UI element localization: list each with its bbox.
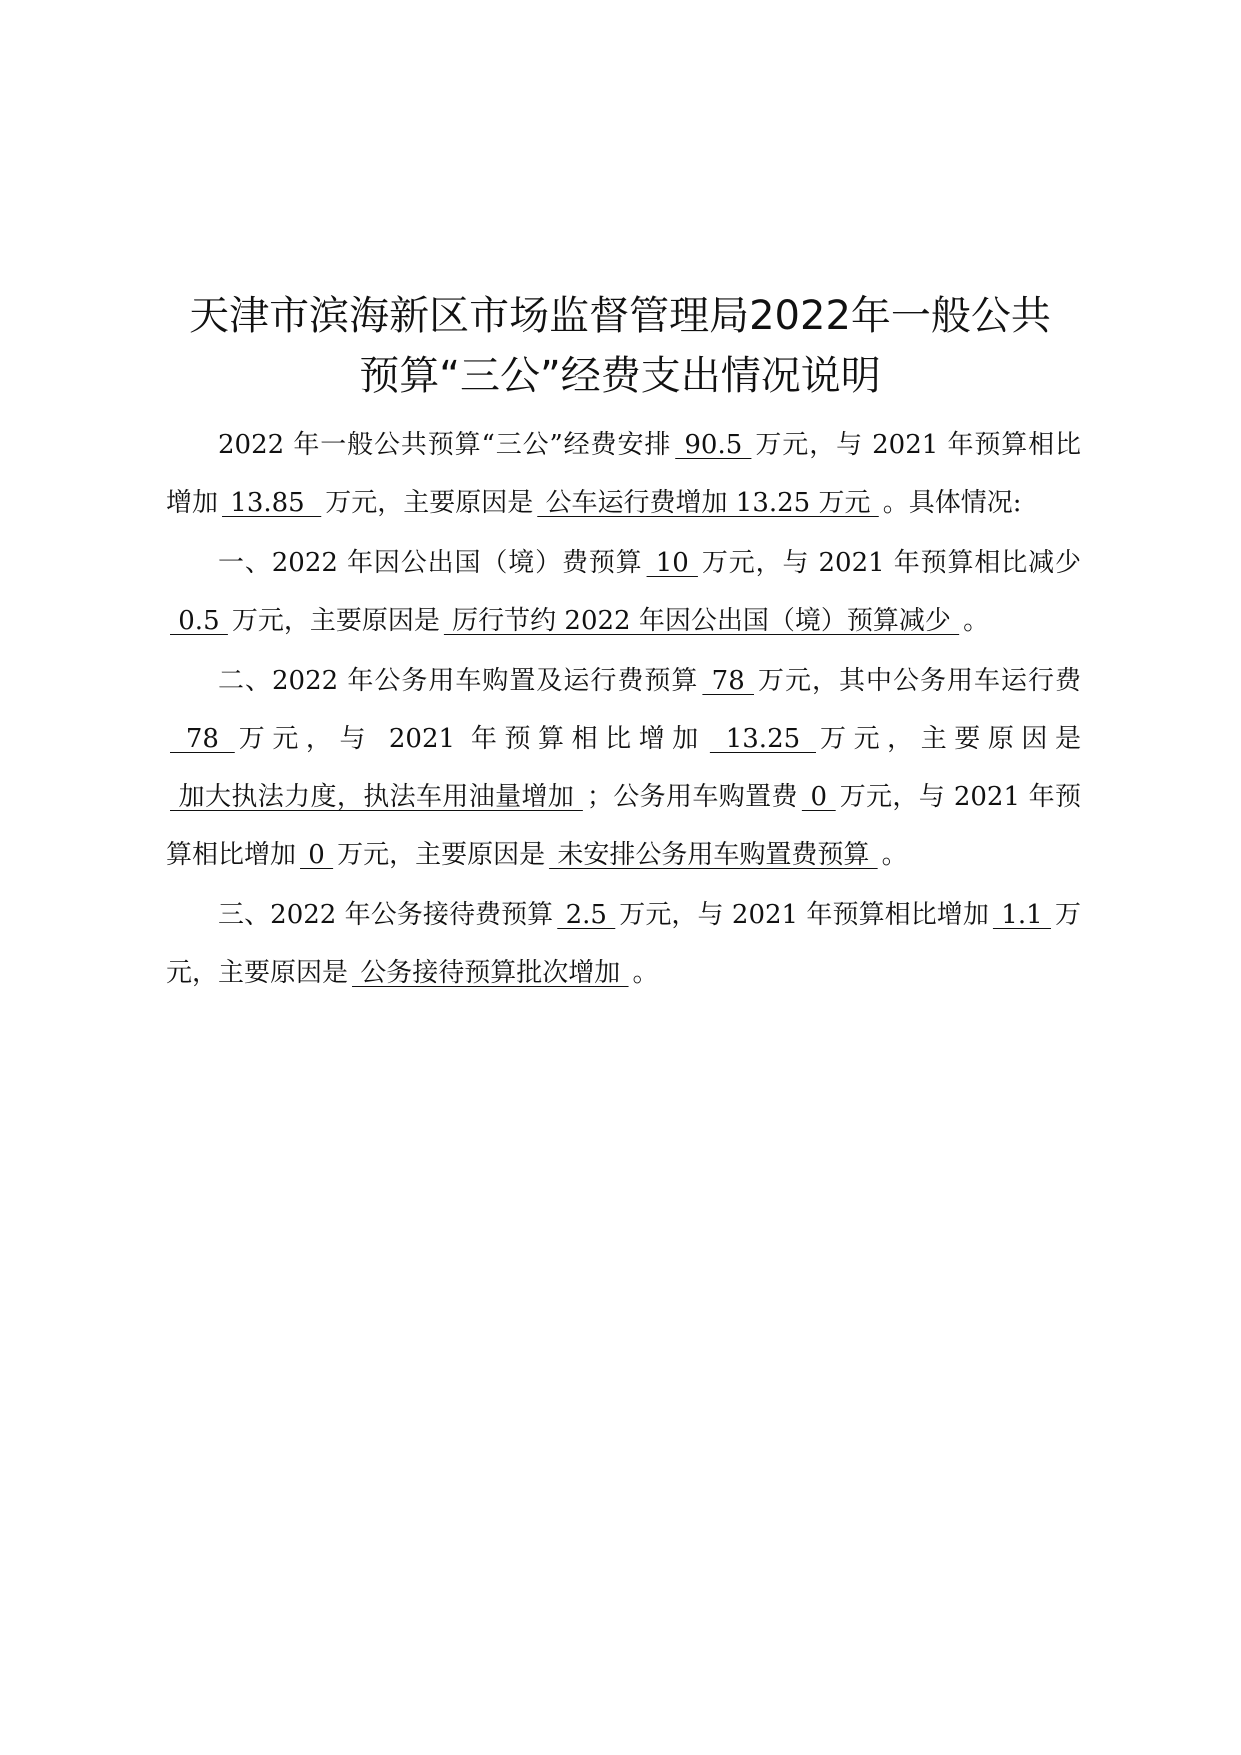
item1-text-1: 一、2022 年因公出国（境）费预算 [218, 548, 643, 578]
item2-text-1: 二、2022 年公务用车购置及运行费预算 [218, 666, 699, 696]
item2-text-5: ；公务用车购置费 [586, 782, 798, 812]
item3-text-3: 万元，主要原因是 [166, 900, 1081, 988]
item2-text-8: 。 [881, 840, 908, 870]
intro-reason: 公车运行费增加 13.25 万元 [537, 488, 879, 518]
item1-reason: 厉行节约 2022 年因公出国（境）预算减少 [443, 606, 960, 636]
item2-budget-amount: 78 [702, 666, 754, 696]
intro-text-3: 万元，主要原因是 [325, 488, 534, 518]
item1-budget-amount: 10 [646, 548, 698, 578]
item2-text-6: 万元，与 2021 年预算相比增加 [166, 782, 1081, 870]
item2-run-reason: 加大执法力度，执法车用油量增加 [170, 782, 583, 812]
item3-budget-amount: 2.5 [557, 900, 616, 930]
item2-purchase-change-amount: 0 [300, 840, 334, 870]
document-title [150, 286, 1090, 406]
intro-text-2: 万元，与 2021 年预算相比增加 [166, 430, 1081, 518]
item3-text-4: 。 [632, 958, 659, 988]
intro-text-4: 。具体情况: [882, 488, 1022, 518]
item2-paragraph [166, 652, 1081, 884]
item2-text-3: 万元，与 2021 年预算相比增加 [238, 724, 706, 754]
item1-paragraph [166, 534, 1081, 650]
item1-text-2: 万元，与 2021 年预算相比减少 [701, 548, 1082, 578]
item2-text-7: 万元，主要原因是 [337, 840, 546, 870]
item2-run-cost-amount: 78 [170, 724, 235, 754]
intro-text-1: 2022 年一般公共预算“三公”经费安排 [218, 430, 672, 460]
title-line-2: 预算“三公”经费支出情况说明 [359, 353, 881, 399]
item2-run-change-amount: 13.25 [709, 724, 816, 754]
item3-text-1: 三、2022 年公务接待费预算 [218, 900, 554, 930]
item1-text-4: 。 [963, 606, 990, 636]
intro-change-amount: 13.85 [222, 488, 322, 518]
item3-paragraph [166, 886, 1081, 1002]
item3-change-amount: 1.1 [992, 900, 1051, 930]
item3-text-2: 万元，与 2021 年预算相比增加 [619, 900, 989, 930]
item3-reason: 公务接待预算批次增加 [352, 958, 629, 988]
item2-text-2: 万元，其中公务用车运行费 [758, 666, 1081, 696]
document-body [166, 416, 1081, 1002]
item1-change-amount: 0.5 [170, 606, 228, 636]
item2-text-4: 万元，主要原因是 [820, 724, 1081, 754]
intro-paragraph [166, 416, 1081, 532]
item2-purchase-reason: 未安排公务用车购置费预算 [549, 840, 878, 870]
item1-text-3: 万元，主要原因是 [231, 606, 440, 636]
title-line-1: 天津市滨海新区市场监督管理局2022年一般公共 [189, 293, 1051, 339]
item2-purchase-cost-amount: 0 [801, 782, 836, 812]
intro-total-amount: 90.5 [675, 430, 752, 460]
